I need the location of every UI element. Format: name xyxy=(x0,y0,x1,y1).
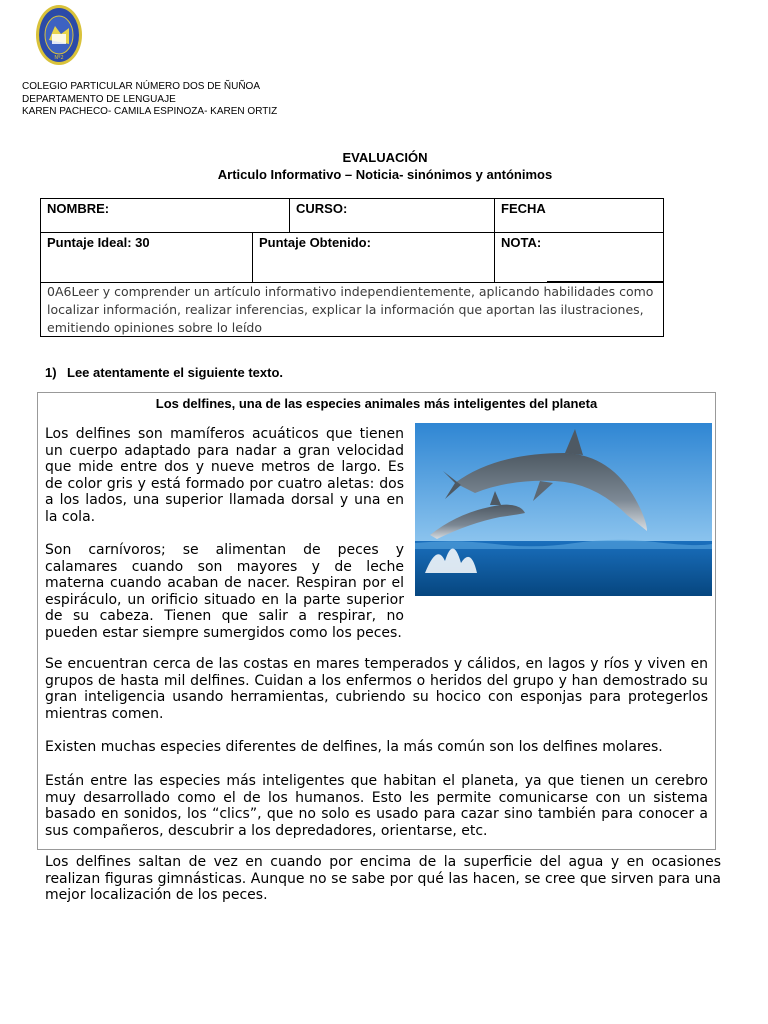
authors: KAREN PACHECO- CAMILA ESPINOZA- KAREN ORTIZ xyxy=(22,106,278,117)
article-paragraph-4: Existen muchas especies diferentes de delfines, la más común son los delfines molares. xyxy=(45,739,663,755)
curso-label: CURSO: xyxy=(296,201,348,216)
article-paragraph-6: Los delfines saltan de vez en cuando por encima de la superficie del agua y en ocasiones realizan figuras gimnásticas. Aunque no se sabe por qué las hacen, se cree que sirven para una mejor localización de los peces. xyxy=(45,854,721,903)
divider xyxy=(547,281,664,282)
department-name: DEPARTAMENTO DE LENGUAJE xyxy=(22,93,176,105)
puntaje-ideal-cell xyxy=(40,232,253,283)
school-name: COLEGIO PARTICULAR NÚMERO DOS DE ÑUÑOA xyxy=(22,81,260,92)
curso-cell[interactable] xyxy=(289,198,495,233)
dolphin-photo xyxy=(415,423,712,596)
article-box xyxy=(37,392,716,850)
nota-cell[interactable] xyxy=(494,232,664,283)
article-paragraph-1: Los delfines son mamíferos acuáticos que tienen un cuerpo adaptado para nadar a gran velocidad que mide entre dos y nueve metros de largo. Es de color gris y está formado por cuatro aletas: dos a los lados, una superior llamada dorsal y una en la cola. xyxy=(45,426,404,525)
puntaje-obtenido-label: Puntaje Obtenido: xyxy=(259,235,371,250)
svg-text:Nº2: Nº2 xyxy=(54,55,64,61)
article-title: Los delfines, una de las especies animales más inteligentes del planeta xyxy=(155,396,598,411)
student-info-table xyxy=(40,198,664,337)
nombre-cell[interactable] xyxy=(40,198,290,233)
question-number: 1) xyxy=(45,365,57,380)
page-subtitle: Articulo Informativo – Noticia- sinónimos y antónimos xyxy=(217,167,553,182)
school-logo xyxy=(35,4,83,66)
puntaje-ideal-label: Puntaje Ideal: 30 xyxy=(47,235,150,250)
question-text: Lee atentamente el siguiente texto. xyxy=(67,365,284,380)
question-1 xyxy=(45,365,283,380)
article-paragraph-2: Son carnívoros; se alimentan de peces y calamares cuando son mayores y de leche materna cuando acaban de nacer. Respiran por el espiráculo, un orificio situado en la parte superior de su cabeza. Tienen que salir a respirar, no pueden estar siempre sumergidos como los peces. xyxy=(45,542,404,641)
fecha-cell[interactable] xyxy=(494,198,664,233)
article-paragraph-5: Están entre las especies más inteligentes que habitan el planeta, ya que tienen un cerebro muy desarrollado como el de los humanos. Esto les permite comunicarse con un sistema basado en sonidos, los “clics”, que no solo es usado para cazar sino también para conocer a sus compañeros, descubrir a los depredadores, orientarse, etc. xyxy=(45,773,708,839)
puntaje-obtenido-cell[interactable] xyxy=(252,232,495,283)
nombre-label: NOMBRE: xyxy=(47,201,110,216)
page-title: EVALUACIÓN xyxy=(342,150,428,165)
article-paragraph-3: Se encuentran cerca de las costas en mares temperados y cálidos, en lagos y ríos y viven en grupos de hasta mil delfines. Cuidan a los enfermos o heridos del grupo y han demostrado su gran inteligencia usando herramientas, cubriendo su hocico con esponjas para protegerlos mientras comen. xyxy=(45,656,708,722)
learning-objective: 0A6Leer y comprender un artículo informativo independientemente, aplicando habilidades como localizar información, realizar inferencias, explicar la información que aportan las ilustraciones, emitiendo opiniones sobre lo leído xyxy=(40,282,664,337)
fecha-label: FECHA xyxy=(501,201,546,216)
school-header xyxy=(22,81,277,119)
nota-label: NOTA: xyxy=(501,235,542,250)
